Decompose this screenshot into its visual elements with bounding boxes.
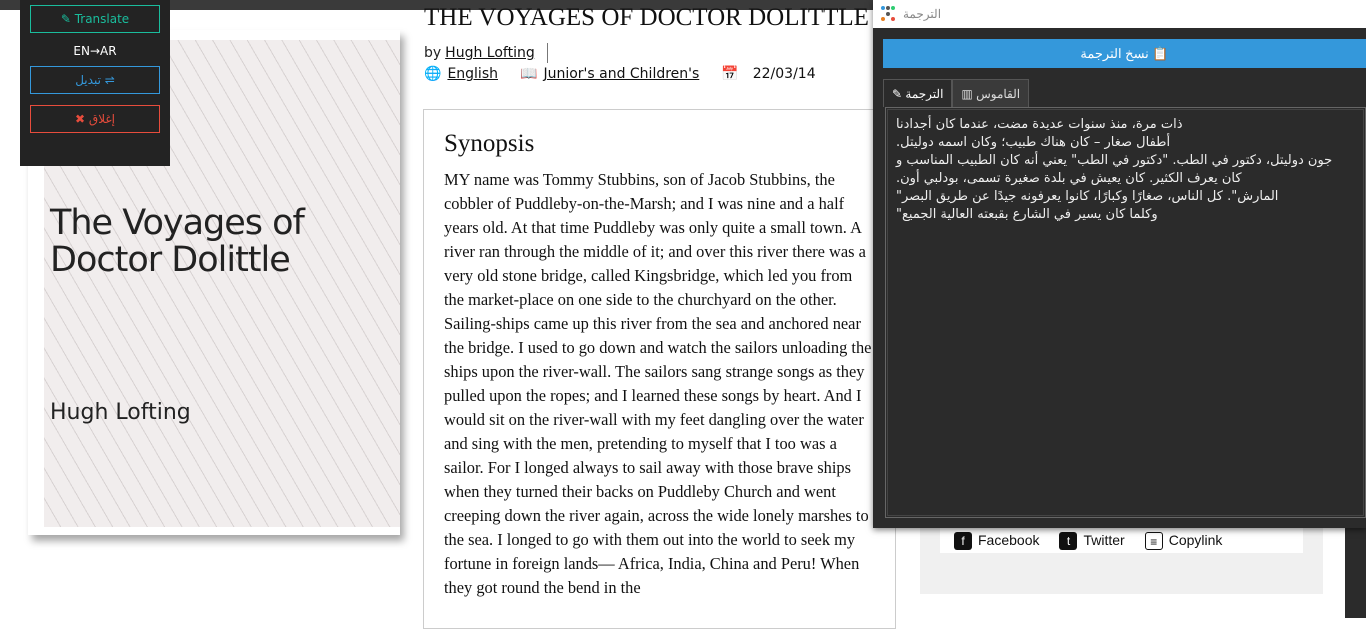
translation-line: وكلما كان يسير في الشارع بقبعته العالية الجميع": [896, 207, 1158, 222]
pin-icon: ✎: [892, 87, 906, 101]
translate-label: Translate: [74, 12, 130, 26]
tabs: [883, 79, 1029, 107]
window-titlebar: [873, 0, 1366, 28]
book-title: THE VOYAGES OF DOCTOR DOLITTLE: [424, 4, 869, 31]
twitter-icon: t: [1059, 532, 1077, 550]
copy-icon: ≡: [1145, 532, 1163, 550]
tab-translation[interactable]: [883, 79, 952, 107]
facebook-label: Facebook: [978, 532, 1040, 548]
language-link[interactable]: English: [447, 66, 498, 82]
share-links: [954, 531, 1222, 550]
book-meta: [424, 66, 816, 82]
cover-title: The Voyages of Doctor Dolittle: [50, 203, 304, 280]
by-label: by: [424, 45, 442, 61]
book-icon: 📖: [520, 66, 538, 82]
language-pair: EN→AR: [73, 44, 117, 58]
synopsis-heading: Synopsis: [444, 130, 535, 157]
cover-author: Hugh Lofting: [50, 400, 191, 425]
pin-icon: ✎: [60, 12, 75, 26]
translation-window: [873, 0, 1366, 528]
tab-dictionary[interactable]: [952, 79, 1029, 107]
synopsis-box: [423, 109, 896, 629]
swap-button[interactable]: تبديل ⇌: [30, 66, 160, 94]
close-button[interactable]: [30, 105, 160, 133]
translation-line: ذات مرة، منذ سنوات عديدة مضت، عندما كان أجدادنا: [896, 117, 1183, 132]
translate-panel: [20, 0, 170, 166]
clipboard-icon: 📋: [1152, 46, 1169, 61]
author-link[interactable]: Hugh Lofting: [445, 45, 535, 61]
tab-label: الترجمة: [905, 87, 944, 101]
divider: [547, 43, 548, 63]
close-icon: ✖: [75, 112, 89, 126]
category-link[interactable]: Junior's and Children's: [543, 66, 700, 82]
copy-translation-button[interactable]: [883, 39, 1366, 68]
translation-output[interactable]: [885, 107, 1366, 518]
author-line: [424, 43, 548, 63]
synopsis-text: MY name was Tommy Stubbins, son of Jacob Stubbins, the cobbler of Puddleby-on-the-Marsh; and I was nine and a half years old. At that time Puddleby was only quite a small town. A river ran through the middle of it; and over this river there was a very old stone bridge, called Kingsbridge, which led you from the market-place on one side to the churchyard on the other. Sailing-ships came up this river from the sea and anchored near the bridge. I used to go down and watch the sailors unloading the ships upon the river-wall. The sailors sang strange songs as they pulled upon the ropes; and I learned these songs by heart. And I would sit on the river-wall with my feet dangling over the water and sing with the men, pretending to myself that I too was a sailor. For I longed always to sail away with those brave ships when they turned their backs on Puddleby Church and went creeping down the river again, across the wide lonely marshes to the sea. I longed to go with them out into the world to seek my fortune in foreign lands— Africa, India, China and Peru! When they got round the bend in the: [444, 170, 872, 597]
copylink-share[interactable]: [1145, 531, 1223, 550]
twitter-share[interactable]: [1059, 531, 1124, 550]
translation-line: جون دوليتل، دكتور في الطب. "دكتور في الطب" يعني أنه كان الطبيب المناسب و: [896, 153, 1333, 168]
app-logo-icon: [881, 6, 897, 22]
book-icon: ▥: [961, 87, 977, 101]
copy-label: نسخ الترجمة: [1080, 46, 1149, 61]
translate-button[interactable]: [30, 5, 160, 33]
twitter-label: Twitter: [1083, 532, 1125, 548]
copylink-label: Copylink: [1168, 532, 1223, 548]
translation-line: أطفال صغار – كان هناك طبيب؛ وكان اسمه دوليتل.: [896, 135, 1171, 150]
facebook-share[interactable]: [954, 531, 1039, 550]
translation-line: المارش". كل الناس، صغارًا وكبارًا، كانوا يعرفونه جيدًا عن طريق البصر": [896, 189, 1279, 204]
close-label: إغلاق: [88, 112, 115, 126]
publish-date: 22/03/14: [752, 66, 816, 82]
window-title: الترجمة: [903, 7, 942, 21]
translation-line: كان يعرف الكثير. كان يعيش في بلدة صغيرة تسمى، بودلبي أون.: [896, 171, 1242, 186]
tab-label: القاموس: [976, 87, 1021, 101]
facebook-icon: f: [954, 532, 972, 550]
calendar-icon: 📅: [721, 66, 739, 82]
globe-icon: 🌐: [424, 66, 442, 82]
